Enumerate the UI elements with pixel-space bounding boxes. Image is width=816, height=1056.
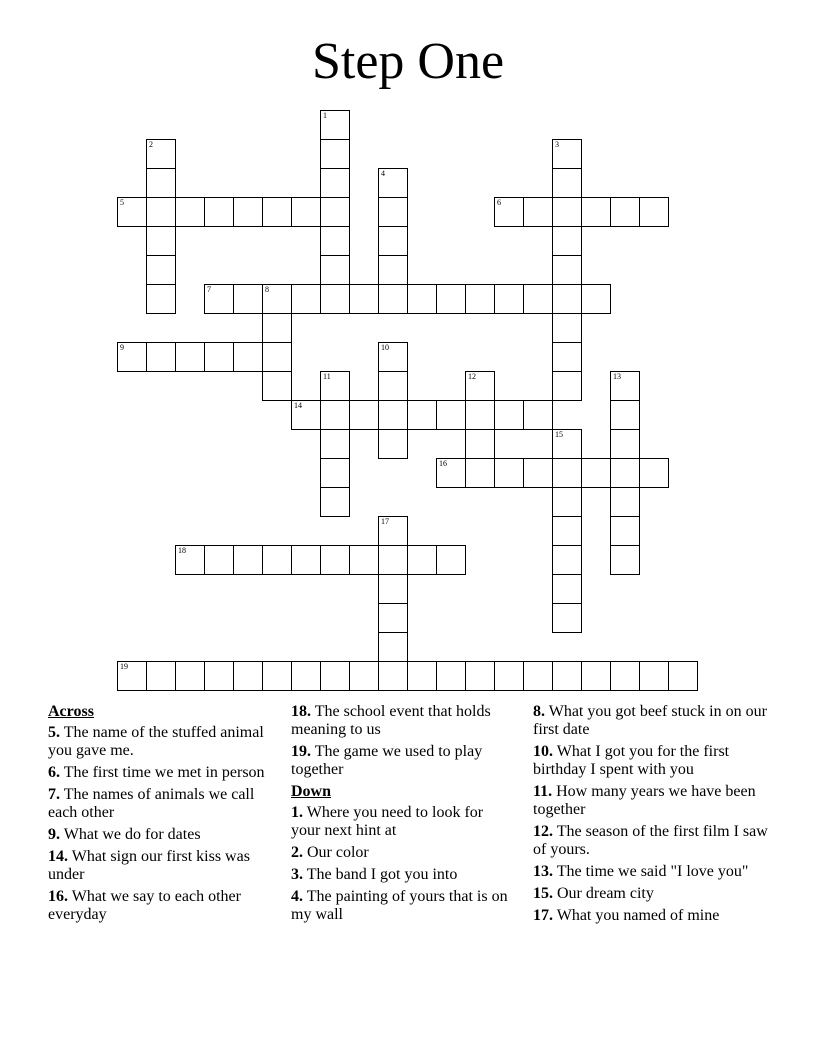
grid-cell[interactable] (523, 661, 553, 691)
clue-number: 16 (439, 459, 447, 468)
grid-cell[interactable] (320, 400, 350, 430)
grid-cell[interactable] (610, 197, 640, 227)
clue-down-17: 17. What you named of mine (533, 907, 720, 924)
grid-cell[interactable] (436, 284, 466, 314)
grid-cell[interactable] (204, 197, 234, 227)
grid-cell[interactable] (668, 661, 698, 691)
grid-cell[interactable] (465, 371, 495, 401)
clue-across-5: 5. The name of the stuffed animal you gave me. (48, 724, 264, 759)
grid-cell[interactable] (552, 313, 582, 343)
clue-down-3: 3. The band I got you into (291, 866, 458, 883)
clue-number: 8 (265, 285, 269, 294)
clue-down-2: 2. Our color (291, 844, 369, 861)
grid-cell[interactable] (581, 458, 611, 488)
grid-cell[interactable] (320, 545, 350, 575)
clue-down-15: 15. Our dream city (533, 885, 654, 902)
clue-number: 10 (381, 343, 389, 352)
clue-down-11: 11. How many years we have been together (533, 783, 756, 818)
grid-cell[interactable] (146, 284, 176, 314)
grid-cell[interactable] (552, 139, 582, 169)
grid-cell[interactable] (436, 661, 466, 691)
grid-cell[interactable] (175, 342, 205, 372)
grid-cell[interactable] (262, 197, 292, 227)
grid-cell[interactable] (262, 313, 292, 343)
grid-cell[interactable] (146, 226, 176, 256)
grid-cell[interactable] (204, 284, 234, 314)
clue-number: 14 (294, 401, 302, 410)
grid-cell[interactable] (639, 661, 669, 691)
grid-cell[interactable] (117, 197, 147, 227)
clues-column-3 (533, 703, 773, 929)
grid-cell[interactable] (610, 458, 640, 488)
clue-number: 2 (149, 140, 153, 149)
clue-across-9: 9. What we do for dates (48, 826, 201, 843)
grid-cell[interactable] (320, 226, 350, 256)
grid-cell[interactable] (465, 429, 495, 459)
grid-cell[interactable] (610, 661, 640, 691)
grid-cell[interactable] (552, 487, 582, 517)
grid-cell[interactable] (552, 516, 582, 546)
grid-cell[interactable] (262, 545, 292, 575)
grid-cell[interactable] (436, 400, 466, 430)
grid-cell[interactable] (407, 400, 437, 430)
grid-cell[interactable] (639, 458, 669, 488)
grid-cell[interactable] (233, 284, 263, 314)
grid-cell[interactable] (378, 284, 408, 314)
clue-down-8: 8. What you got beef stuck in on our first date (533, 703, 767, 738)
grid-cell[interactable] (378, 661, 408, 691)
grid-cell[interactable] (320, 255, 350, 285)
clue-number: 12 (468, 372, 476, 381)
grid-cell[interactable] (320, 371, 350, 401)
clue-across-6: 6. The first time we met in person (48, 764, 265, 781)
grid-cell[interactable] (349, 400, 379, 430)
grid-cell[interactable] (610, 400, 640, 430)
grid-cell[interactable] (320, 458, 350, 488)
grid-cell[interactable] (610, 545, 640, 575)
grid-cell[interactable] (552, 661, 582, 691)
clue-down-1: 1. Where you need to look for your next hint at (291, 804, 484, 839)
clue-number: 13 (613, 372, 621, 381)
grid-cell[interactable] (581, 197, 611, 227)
grid-cell[interactable] (523, 197, 553, 227)
clue-across-14: 14. What sign our first kiss was under (48, 848, 250, 883)
grid-cell[interactable] (349, 284, 379, 314)
grid-cell[interactable] (320, 284, 350, 314)
grid-cell[interactable] (407, 545, 437, 575)
grid-cell[interactable] (320, 197, 350, 227)
grid-cell[interactable] (233, 197, 263, 227)
grid-cell[interactable] (552, 255, 582, 285)
grid-cell[interactable] (610, 371, 640, 401)
grid-cell[interactable] (378, 574, 408, 604)
clue-number: 7 (207, 285, 211, 294)
grid-cell[interactable] (146, 342, 176, 372)
grid-cell[interactable] (204, 545, 234, 575)
clue-across-18: 18. The school event that holds meaning to us (291, 703, 491, 738)
clue-number: 9 (120, 343, 124, 352)
grid-cell[interactable] (204, 661, 234, 691)
clues-column-1 (48, 703, 273, 928)
grid-cell[interactable] (494, 458, 524, 488)
clue-down-12: 12. The season of the first film I saw of yours. (533, 823, 768, 858)
grid-cell[interactable] (262, 661, 292, 691)
grid-cell[interactable] (320, 168, 350, 198)
clue-number: 5 (120, 198, 124, 207)
grid-cell[interactable] (378, 400, 408, 430)
grid-cell[interactable] (465, 284, 495, 314)
grid-cell[interactable] (552, 197, 582, 227)
clue-number: 18 (178, 546, 186, 555)
grid-cell[interactable] (465, 458, 495, 488)
grid-cell[interactable] (262, 371, 292, 401)
grid-cell[interactable] (465, 400, 495, 430)
grid-cell[interactable] (175, 545, 205, 575)
across-heading: Across (48, 703, 94, 720)
grid-cell[interactable] (291, 545, 321, 575)
grid-cell[interactable] (552, 458, 582, 488)
grid-cell[interactable] (610, 487, 640, 517)
grid-cell[interactable] (233, 342, 263, 372)
grid-cell[interactable] (552, 603, 582, 633)
clue-down-13: 13. The time we said "I love you" (533, 863, 749, 880)
grid-cell[interactable] (320, 110, 350, 140)
grid-cell[interactable] (378, 168, 408, 198)
grid-cell[interactable] (320, 429, 350, 459)
grid-cell[interactable] (465, 661, 495, 691)
grid-cell[interactable] (262, 342, 292, 372)
grid-cell[interactable] (146, 197, 176, 227)
clue-down-10: 10. What I got you for the first birthday I spent with you (533, 743, 730, 778)
grid-cell[interactable] (552, 226, 582, 256)
grid-cell[interactable] (378, 429, 408, 459)
grid-cell[interactable] (523, 458, 553, 488)
grid-cell[interactable] (378, 342, 408, 372)
grid-cell[interactable] (610, 429, 640, 459)
puzzle-title: Step One (311, 33, 505, 90)
grid-cell[interactable] (146, 139, 176, 169)
clue-across-19: 19. The game we used to play together (291, 743, 483, 778)
grid-cell[interactable] (552, 371, 582, 401)
grid-cell[interactable] (320, 139, 350, 169)
grid-cell[interactable] (436, 458, 466, 488)
grid-cell[interactable] (552, 284, 582, 314)
grid-cell[interactable] (378, 603, 408, 633)
clue-number: 19 (120, 662, 128, 671)
grid-cell[interactable] (146, 255, 176, 285)
grid-cell[interactable] (233, 661, 263, 691)
grid-cell[interactable] (378, 255, 408, 285)
grid-cell[interactable] (117, 342, 147, 372)
grid-cell[interactable] (378, 226, 408, 256)
clue-across-7: 7. The names of animals we call each other (48, 786, 255, 821)
grid-cell[interactable] (407, 284, 437, 314)
clue-number: 11 (323, 372, 331, 381)
clues-column-2 (291, 703, 516, 928)
grid-cell[interactable] (291, 197, 321, 227)
clue-number: 15 (555, 430, 563, 439)
grid-cell[interactable] (349, 661, 379, 691)
grid-cell[interactable] (117, 661, 147, 691)
grid-cell[interactable] (349, 545, 379, 575)
grid-cell[interactable] (552, 429, 582, 459)
clue-number: 1 (323, 111, 327, 120)
grid-cell[interactable] (523, 284, 553, 314)
grid-cell[interactable] (523, 400, 553, 430)
clue-down-4: 4. The painting of yours that is on my wall (291, 888, 508, 923)
grid-cell[interactable] (552, 545, 582, 575)
down-heading: Down (291, 783, 332, 800)
grid-cell[interactable] (494, 400, 524, 430)
grid-cell[interactable] (146, 661, 176, 691)
clue-across-16: 16. What we say to each other everyday (48, 888, 241, 923)
grid-cell[interactable] (552, 574, 582, 604)
grid-cell[interactable] (494, 284, 524, 314)
grid-cell[interactable] (233, 545, 263, 575)
grid-cell[interactable] (146, 168, 176, 198)
grid-cell[interactable] (291, 400, 321, 430)
grid-cell[interactable] (378, 545, 408, 575)
grid-cell[interactable] (291, 284, 321, 314)
grid-cell[interactable] (581, 284, 611, 314)
grid-cell[interactable] (204, 342, 234, 372)
grid-cell[interactable] (291, 661, 321, 691)
clue-number: 4 (381, 169, 385, 178)
grid-cell[interactable] (175, 661, 205, 691)
clue-number: 6 (497, 198, 501, 207)
grid-cell[interactable] (552, 168, 582, 198)
grid-cell[interactable] (320, 661, 350, 691)
grid-cell[interactable] (494, 197, 524, 227)
grid-cell[interactable] (552, 342, 582, 372)
grid-cell[interactable] (378, 632, 408, 662)
grid-cell[interactable] (436, 545, 466, 575)
grid-cell[interactable] (378, 371, 408, 401)
grid-cell[interactable] (378, 516, 408, 546)
clue-number: 17 (381, 517, 389, 526)
grid-cell[interactable] (581, 661, 611, 691)
grid-cell[interactable] (262, 284, 292, 314)
grid-cell[interactable] (639, 197, 669, 227)
grid-cell[interactable] (407, 661, 437, 691)
clue-number: 3 (555, 140, 559, 149)
grid-cell[interactable] (175, 197, 205, 227)
grid-cell[interactable] (610, 516, 640, 546)
grid-cell[interactable] (320, 487, 350, 517)
grid-cell[interactable] (378, 197, 408, 227)
grid-cell[interactable] (494, 661, 524, 691)
